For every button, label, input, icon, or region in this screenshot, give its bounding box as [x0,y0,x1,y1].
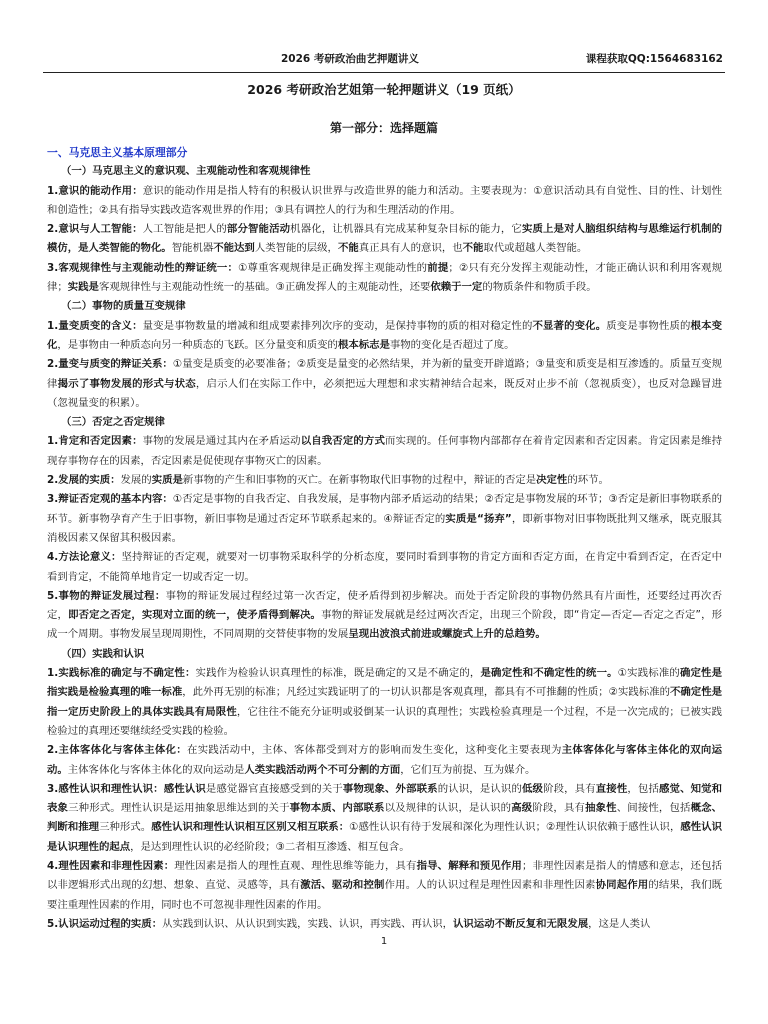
paragraph-lead: 5.认识运动过程的实质： [47,917,163,930]
subsection-title: （一）马克思主义的意识观、主观能动性和客观规律性 [61,165,311,178]
page-number: 1 [380,936,388,947]
subsection-title: （四）实践和认识 [61,647,145,660]
paragraph: 3.客观规律性与主观能动性的辩证统一：①尊重客观规律是正确发挥主观能动性的前提；②只有充分发挥主观能动性，才能正确认识和利用客观规律；实践是客观规律性与主观能动性统一的基础。③正确发挥人的主观能动性，还要依赖于一定的物质条件和物质手段。 [47,261,723,294]
paragraph: 3.辩证否定观的基本内容：①否定是事物的自我否定、自我发展，是事物内部矛盾运动的结果；②否定是事物发展的环节；③否定是新旧事物联系的环节。新事物孕育产生于旧事物，新旧事物是通过否定环节联系起来的。④辩证否定的实质是“扬弃”，即新事物对旧事物既批判又继承，既克服其消极因素又保留其积极因素。 [47,493,722,544]
paragraph: 1.肯定和否定因素：事物的发展是通过其内在矛盾运动以自我否定的方式而实现的。任何事物内部都存在着肯定因素和否定因素。肯定因素是维持现存事物存在的因素，否定因素是促使现存事物灭亡的因素。 [47,435,723,467]
paragraph-lead: 2.量变与质变的辩证关系： [47,358,173,371]
paragraph-lead: 4.理性因素和非理性因素： [47,859,175,872]
paragraph: 4.方法论意义：坚持辩证的否定观，就要对一切事物采取科学的分析态度，要同时看到事物的肯定方面和否定方面，在肯定中看到否定，在否定中看到肯定，不能简单地肯定一切或否定一切。 [47,551,722,583]
section-title: 一、马克思主义基本原理部分 [47,146,188,159]
paragraph-lead: 5.事物的辩证发展过程： [47,589,166,602]
paragraph: 2.主体客体化与客体主体化：在实践活动中，主体、客体都受到对方的影响而发生变化，这种变化主要表现为主体客体化与客体主体化的双向运动。主体客体化与客体主体化的双向运动是人类实践活动两个不可分割的方面，它们互为前提、互为媒介。 [47,744,723,776]
paragraph-lead: 1.意识的能动作用： [47,184,143,197]
paragraph: 5.事物的辩证发展过程：事物的辩证发展过程经过第一次否定，使矛盾得到初步解决。而处于否定阶段的事物仍然具有片面性，还要经过再次否定，即否定之否定，实现对立面的统一，使矛盾得到解决。事物的辩证发展就是经过两次否定，出现三个阶段，即“肯定—否定—否定之否定”，形成一个周期。事物发展呈现周期性，不同周期的交替使事物的发展呈现出波浪式前进或螺旋式上升的总趋势。 [47,589,723,641]
paragraph: 4.理性因素和非理性因素：理性因素是指人的理性直观、理性思维等能力，具有指导、解释和预见作用；非理性因素是指人的情感和意志，还包括以非逻辑形式出现的幻想、想象、直觉、灵感等，具有激活、驱动和控制作用。人的认识过程是理性因素和非理性因素协同起作用的结果，我们既要注重理性因素的作用，同时也不可忽视非理性因素的作用。 [47,859,723,911]
header-title: 2026 考研政治曲艺押题讲义 [281,53,419,65]
paragraph-lead: 4.方法论意义： [47,551,122,564]
paragraph-lead: 3.感性认识和理性认识： [47,782,164,795]
document-body [47,143,722,934]
header-course-info: 课程获取QQ:1564683162 [585,53,723,65]
paragraph: 3.感性认识和理性认识：感性认识是感觉器官直接感受到的关于事物现象、外部联系的认识，是认识的低级阶段，具有直接性，包括感觉、知觉和表象三种形式。理性认识是运用抽象思维达到的关于事物本质、内部联系以及规律的认识，是认识的高级阶段，具有抽象性、间接性，包括概念、判断和推理三种形式。感性认识和理性认识相互区别又相互联系：①感性认识有待于发展和深化为理性认识；②理性认识依赖于感性认识，感性认识是认识理性的起点，是达到理性认识的必经阶段；③二者相互渗透、相互包含。 [47,782,723,853]
paragraph-lead: 3.辩证否定观的基本内容： [47,493,173,506]
page-header [43,46,725,73]
paragraph-lead: 1.肯定和否定因素： [47,435,143,448]
subsection-title: （二）事物的质量互变规律 [61,300,186,313]
paragraph: 2.意识与人工智能：人工智能是把人的部分智能活动机器化，让机器具有完成某种复杂目标的能力，它实质上是对人脑组织结构与思维运行机制的模仿，是人类智能的物化。智能机器不能达到人类智能的层级，不能真正具有人的意识，也不能取代或超越人类智能。 [47,223,723,255]
paragraph: 5.认识运动过程的实质：从实践到认识、从认识到实践，实践、认识，再实践、再认识，认识运动不断反复和无限发展，这是人类认 [47,917,651,930]
subsection-title: （三）否定之否定规律 [61,416,165,429]
paragraph-lead: 2.主体客体化与客体主体化： [47,744,187,757]
paragraph-lead: 1.实践标准的确定与不确定性： [47,667,196,680]
paragraph-lead: 2.意识与人工智能： [47,223,143,236]
document-title: 2026 考研政治艺姐第一轮押题讲义（19 页纸） [247,82,521,97]
paragraph-lead: 2.发展的实质： [47,474,121,487]
paragraph-lead: 1.量变质变的含义： [47,319,143,332]
paragraph: 1.实践标准的确定与不确定性：实践作为检验认识真理性的标准，既是确定的又是不确定的，是确定性和不确定性的统一。①实践标准的确定性是指实践是检验真理的唯一标准，此外再无别的标准；凡经过实践证明了的一切认识都是客观真理，都具有不可推翻的性质；②实践标准的不确定性是指一定历史阶段上的具体实践具有局限性，它往往不能充分证明或驳倒某一认识的真理性；实践检验真理是一个过程，不是一次完成的；已被实践检验过的真理还要继续经受实践的检验。 [47,667,723,737]
paragraph: 2.发展的实质：发展的实质是新事物的产生和旧事物的灭亡。在新事物取代旧事物的过程中，辩证的否定是决定性的环节。 [47,474,609,487]
paragraph: 1.意识的能动作用：意识的能动作用是指人特有的积极认识世界与改造世界的能力和活动。主要表现为：①意识活动具有自觉性、目的性、计划性和创造性；②具有指导实践改造客观世界的作用；③具有调控人的行为和生理活动的作用。 [47,184,722,216]
paragraph-lead: 3.客观规律性与主观能动性的辩证统一： [47,261,239,274]
paragraph: 1.量变质变的含义：量变是事物数量的增减和组成要素排列次序的变动，是保持事物的质的相对稳定性的不显著的变化。质变是事物性质的根本变化，是事物由一种质态向另一种质态的飞跃。区分量变和质变的根本标志是事物的变化是否超过了度。 [47,319,723,351]
part-title: 第一部分：选择题篇 [329,121,438,135]
paragraph: 2.量变与质变的辩证关系：①量变是质变的必要准备；②质变是量变的必然结果，并为新的量变开辟道路；③量变和质变是相互渗透的。质量互变规律揭示了事物发展的形式与状态，启示人们在实际工作中，必须把远大理想和求实精神结合起来，既反对止步不前（忽视质变），也反对急躁冒进（忽视量变的积累）。 [47,358,723,409]
